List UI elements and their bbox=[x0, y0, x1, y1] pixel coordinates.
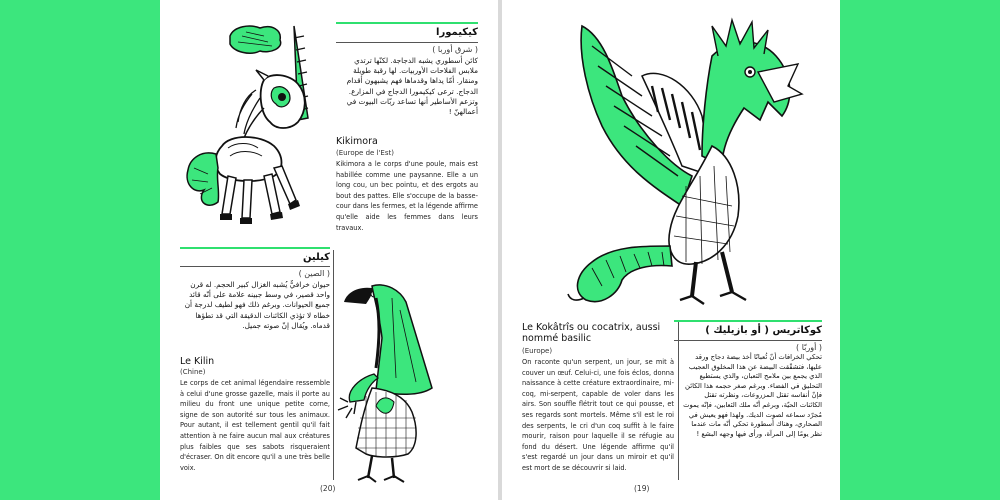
page-number-left: (20) bbox=[320, 484, 336, 493]
column-divider bbox=[333, 250, 334, 480]
kilin-title-ar: كيلين bbox=[302, 252, 330, 263]
kikimora-body-ar: كائن أسطوري يشبه الدجاجة. لكنّها ترتدي ملابس الفلاحات الأوربيات. لها رقبة طويلة ومنقار. أمّا يداها وقدماها فهم يشبهون أقدام الدجاج. ترعى كيكيمورا الدجاج في المزارع. وتزعم الأساطير أنها تساعد ربّات البيوت في أعمالهنّ ! bbox=[346, 56, 478, 117]
kikimora-illustration bbox=[336, 278, 456, 488]
right-page bbox=[502, 0, 840, 500]
kilin-body-ar: حيوان خرافيٌّ يُشبه الغزال كبير الحجم. له قرن واحد قصير، في وسط جبينه علامة على أنّه قائد جميع الحيوانات. وبرغم ذلك فهو لطيف لدرجة أن خطاه لا تؤذي الكائنات الدقيقة التي قد تطؤها قدماه. ويُقال إنّ صوته جميل. bbox=[184, 280, 330, 330]
kikimora-body-fr: Kikimora a le corps d'une poule, mais est habillée comme une paysanne. Elle a un long cou, un bec pointu, et des ergots au bout des pattes. Elle s'occupe de la basse-cour dans les fermes, et la légende affirme qu'elle aide les femmes dans leurs travaux. bbox=[336, 160, 478, 232]
kokatris-rule bbox=[674, 320, 822, 322]
kikimora-region-fr: (Europe de l'Est) bbox=[336, 149, 394, 157]
kikimora-title-fr: Kikimora bbox=[336, 136, 378, 147]
left-page bbox=[160, 0, 498, 500]
kokatris-title-fr: Le Kokâtrîs ou cocatrix, aussi nommé basilic bbox=[522, 322, 661, 344]
kilin-region-ar: ( الصين ) bbox=[298, 269, 330, 278]
kilin-body-fr: Le corps de cet animal légendaire ressemble à celui d'une grosse gazelle, mais il porte au milieu du front une unique petite corne, signe de son autorité sur tous les animaux. Pour autant, il est tellement gentil qu'il fait attention à ne faire aucun mal aux créatures plus faibles que ses sabots risqueraient d'écraser. On dit encore qu'il a une très belle voix. bbox=[180, 379, 330, 472]
kokatris-region-ar: ( أوربّا ) bbox=[796, 343, 822, 352]
page-number-right: (19) bbox=[634, 484, 650, 493]
kilin-region-fr: (Chine) bbox=[180, 368, 206, 376]
kokatris-region-fr: (Europe) bbox=[522, 347, 553, 355]
kikimora-rule bbox=[336, 22, 478, 24]
kokatris-body-fr: On raconte qu'un serpent, un jour, se mit à couver un œuf. Celui-ci, une fois éclos, donna naissance à cette créature extraordinaire, mi-coq, mi-serpent, capable de voler dans les airs. Son souffle flétrit tout ce qui pousse, et ses regards sont mortels. Même s'il est le roi des serpents, le cri d'un coq suffit à le faire mourir, raison pour laquelle il se réfugie au fond du désert. Une légende affirme qu'il s'est regardé un jour dans un miroir et qu'il est mort de se découvrir si laid. bbox=[522, 358, 674, 472]
kilin-illustration bbox=[172, 18, 332, 243]
kilin-rule bbox=[180, 247, 330, 249]
kokatris-subrule bbox=[674, 340, 822, 341]
kikimora-region-ar: ( شرق أوربا ) bbox=[432, 45, 478, 54]
kokatris-illustration bbox=[562, 16, 812, 308]
kilin-subrule bbox=[180, 266, 330, 267]
kokatris-body-ar: تحكي الخرافات أنّ ثُعبانًا أخذ بيضة دجاج ورقد عليها، فتشقّقت البيضة عن هذا المخلوق العجيب الذي يجمع بين ملامح الثعبان، والذي يستطيع التحليق في الفضاء. وبرغم صغر حجمه هذا الكائن فإنّ أنفاسه تقتل المزروعات، ونظرته تقتل الكائنات الحيّة، وبرغم أنّه ملك الثعابين، فإنّه يموت مُجرّد سماعه لصوت الديك. ولهذا فهو يعيش في الصحاري، وهناك أسطورة تحكي أنّه مات عندما نظر يومًا إلى المرآة، ورأى فيها وجهه البشع ! bbox=[683, 353, 822, 438]
kikimora-subrule bbox=[336, 42, 478, 43]
kokatris-title-ar: كوكاتريس ( أو بازيليك ) bbox=[705, 325, 822, 336]
kikimora-title-ar: كيكيمورا bbox=[436, 27, 478, 38]
kilin-title-fr: Le Kilin bbox=[180, 356, 215, 367]
